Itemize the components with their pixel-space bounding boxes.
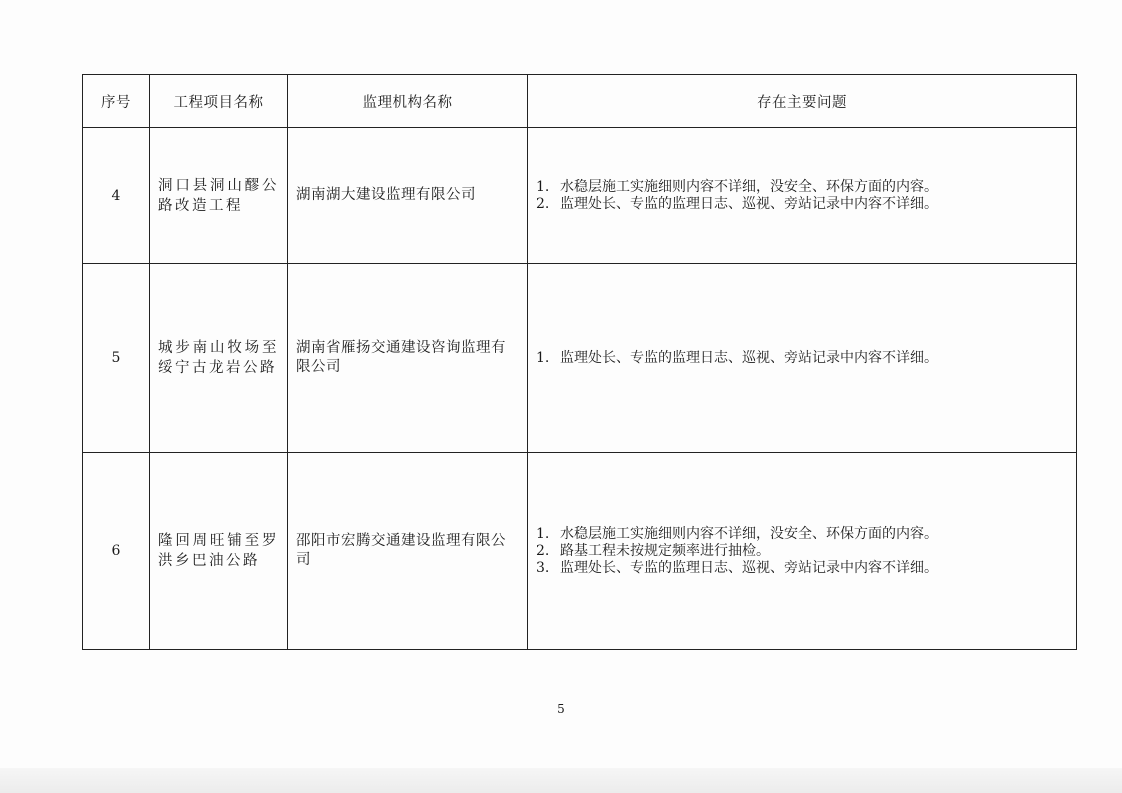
row-seq: 5: [83, 264, 150, 453]
table-row: [83, 128, 1077, 264]
issue-number: 2.: [536, 195, 550, 212]
issue-text: 监理处长、专监的监理日志、巡视、旁站记录中内容不详细。: [560, 349, 938, 366]
issues-table-container: [82, 74, 1076, 650]
issue-item: [536, 560, 1068, 577]
issue-number: 1.: [536, 349, 550, 366]
issue-number: 2.: [536, 542, 550, 559]
issue-text: 水稳层施工实施细则内容不详细，没安全、环保方面的内容。: [560, 178, 938, 195]
header-seq: 序号: [83, 75, 150, 128]
row-project-name: 隆回周旺铺至罗洪乡巴油公路: [150, 453, 288, 650]
issue-text: 监理处长、专监的监理日志、巡视、旁站记录中内容不详细。: [560, 559, 938, 576]
row-seq: 4: [83, 128, 150, 264]
issue-number: 1.: [536, 178, 550, 195]
issue-item: [536, 196, 1068, 213]
table-row: [83, 453, 1077, 650]
issue-item: [536, 543, 1068, 560]
header-project: 工程项目名称: [150, 75, 288, 128]
row-project-name: 洞口县洞山醪公路改造工程: [150, 128, 288, 264]
scan-edge-strip: [0, 768, 1122, 793]
row-organization-name: 邵阳市宏腾交通建设监理有限公司: [288, 453, 528, 650]
page-number: 5: [557, 702, 565, 716]
row-project-name: 城步南山牧场至绥宁古龙岩公路: [150, 264, 288, 453]
table-row: [83, 264, 1077, 453]
header-organization: 监理机构名称: [288, 75, 528, 128]
issue-number: 3.: [536, 559, 550, 576]
issue-number: 1.: [536, 525, 550, 542]
header-issues: 存在主要问题: [528, 75, 1077, 128]
issue-item: [536, 179, 1068, 196]
row-issues: [528, 453, 1077, 650]
row-organization-name: 湖南省雁扬交通建设咨询监理有限公司: [288, 264, 528, 453]
table-header-row: [83, 75, 1077, 128]
row-organization-name: 湖南湖大建设监理有限公司: [288, 128, 528, 264]
issue-item: [536, 350, 1068, 367]
row-seq: 6: [83, 453, 150, 650]
row-issues: [528, 264, 1077, 453]
issue-text: 监理处长、专监的监理日志、巡视、旁站记录中内容不详细。: [560, 195, 938, 212]
row-issues: [528, 128, 1077, 264]
issue-text: 水稳层施工实施细则内容不详细，没安全、环保方面的内容。: [560, 525, 938, 542]
issues-table: [82, 74, 1077, 650]
issue-item: [536, 526, 1068, 543]
issue-text: 路基工程未按规定频率进行抽检。: [560, 542, 770, 559]
